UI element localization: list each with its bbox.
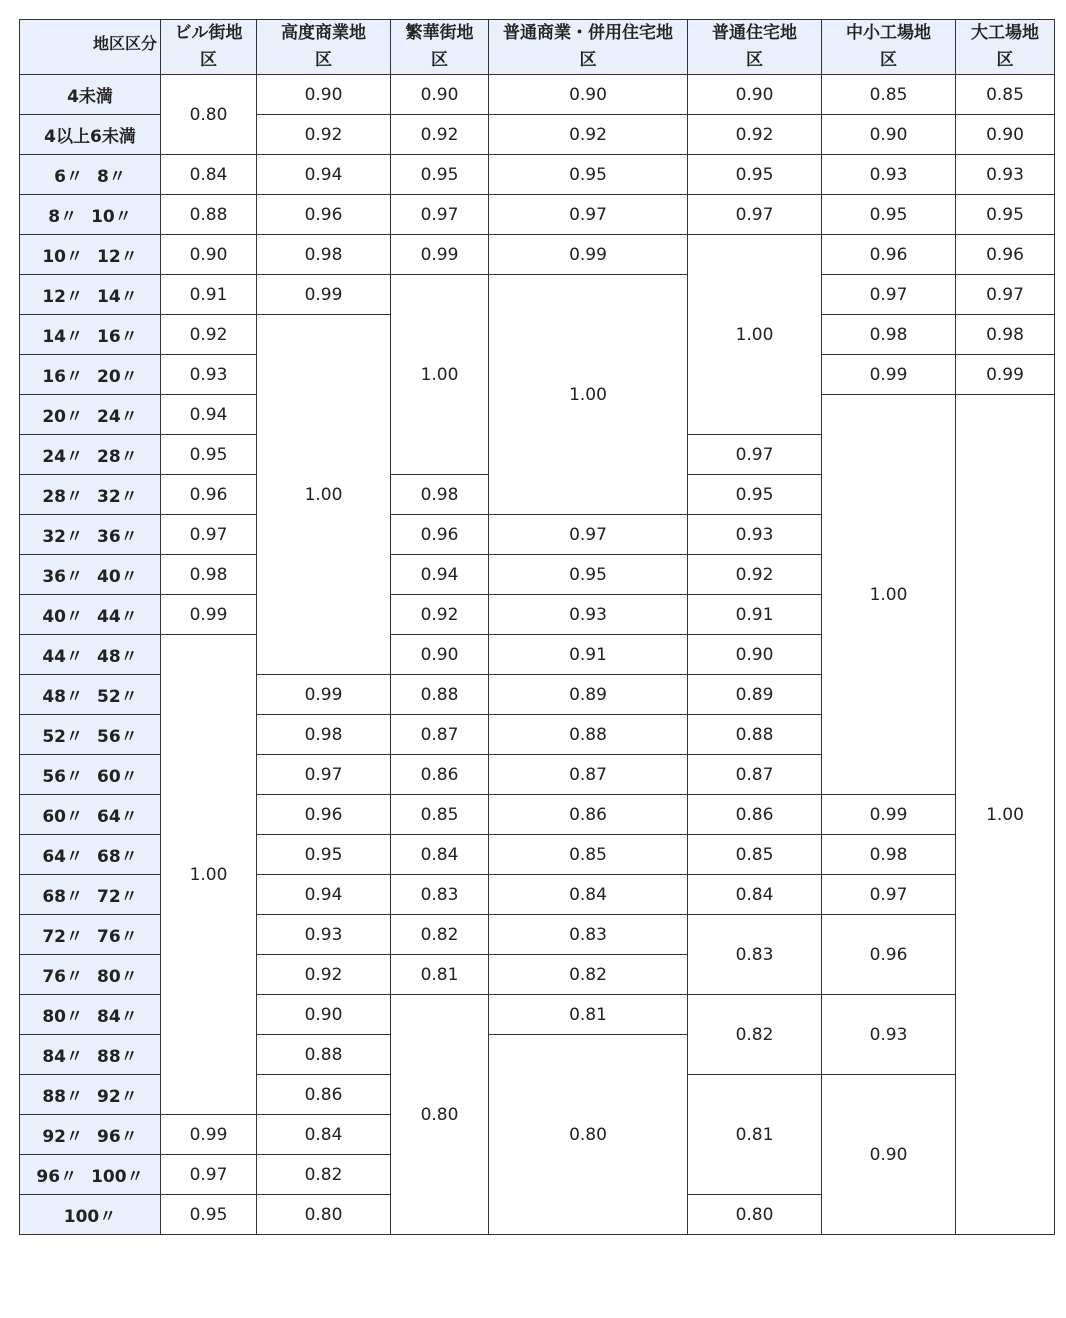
coefficient-cell: 0.90 — [956, 115, 1055, 155]
coefficient-cell: 0.94 — [161, 395, 257, 435]
column-header-line2: 区 — [579, 50, 597, 70]
coefficient-cell: 0.90 — [257, 995, 391, 1035]
depth-range-from: 76〃 — [42, 967, 83, 987]
depth-range-from: 56〃 — [42, 767, 83, 787]
coefficient-cell: 0.96 — [822, 915, 956, 995]
coefficient-cell: 0.95 — [257, 835, 391, 875]
coefficient-cell: 1.00 — [161, 635, 257, 1115]
coefficient-cell: 0.97 — [688, 435, 822, 475]
coefficient-cell: 0.93 — [822, 155, 956, 195]
coefficient-cell: 0.95 — [489, 155, 688, 195]
table-row — [20, 75, 1055, 115]
coefficient-cell: 0.90 — [822, 1075, 956, 1235]
depth-range-from: 24〃 — [42, 447, 83, 467]
column-header-line2: 区 — [200, 50, 217, 70]
coefficient-cell: 0.93 — [688, 515, 822, 555]
depth-range-cell — [20, 195, 161, 235]
coefficient-cell: 0.84 — [161, 155, 257, 195]
depth-range-cell — [20, 675, 161, 715]
depth-range-to: 8〃 — [97, 167, 126, 187]
depth-range-from: 20〃 — [42, 407, 83, 427]
depth-range-from: 6〃 — [54, 167, 83, 187]
coefficient-cell: 0.90 — [688, 635, 822, 675]
coefficient-cell: 0.92 — [688, 115, 822, 155]
coefficient-cell: 1.00 — [257, 315, 391, 675]
coefficient-cell: 0.85 — [391, 795, 489, 835]
depth-range-from: 96〃 — [36, 1167, 78, 1187]
coefficient-cell: 0.82 — [257, 1155, 391, 1195]
depth-range-from: 36〃 — [42, 567, 83, 587]
depth-range-to: 20〃 — [97, 367, 138, 387]
coefficient-cell: 0.97 — [489, 515, 688, 555]
depth-range-from: 4以上6未満 — [44, 127, 136, 147]
coefficient-cell: 0.81 — [391, 955, 489, 995]
coefficient-cell: 0.97 — [688, 195, 822, 235]
coefficient-cell: 0.97 — [822, 275, 956, 315]
coefficient-cell: 0.97 — [257, 755, 391, 795]
column-header-line1: 繁華街地 — [405, 23, 474, 43]
depth-range-to: 96〃 — [97, 1127, 138, 1147]
coefficient-cell: 0.88 — [391, 675, 489, 715]
coefficient-cell: 0.91 — [489, 635, 688, 675]
depth-range-from: 12〃 — [42, 287, 83, 307]
coefficient-cell: 0.92 — [688, 555, 822, 595]
coefficient-cell: 0.90 — [391, 635, 489, 675]
coefficient-cell: 0.86 — [391, 755, 489, 795]
coefficient-cell: 0.80 — [161, 75, 257, 155]
table-row — [20, 155, 1055, 195]
coefficient-cell: 0.93 — [822, 995, 956, 1075]
coefficient-cell: 0.85 — [688, 835, 822, 875]
coefficient-cell: 0.80 — [391, 995, 489, 1235]
header-row — [20, 20, 1055, 75]
coefficient-cell: 0.99 — [257, 675, 391, 715]
coefficient-cell: 0.96 — [257, 795, 391, 835]
coefficient-cell: 0.87 — [391, 715, 489, 755]
coefficient-cell: 0.97 — [489, 195, 688, 235]
coefficient-cell: 0.96 — [391, 515, 489, 555]
coefficient-cell: 0.84 — [257, 1115, 391, 1155]
column-header-line1: 大工場地 — [971, 23, 1039, 43]
coefficient-cell: 0.90 — [257, 75, 391, 115]
depth-range-cell — [20, 315, 161, 355]
table-body — [20, 75, 1055, 1235]
coefficient-cell: 0.95 — [956, 195, 1055, 235]
district-category-label: 地区区分 — [92, 34, 157, 53]
column-header-large-factory-district — [956, 20, 1055, 75]
depth-range-to: 72〃 — [97, 887, 138, 907]
column-header-general-residential-district — [688, 20, 822, 75]
column-header-high-commercial-district — [257, 20, 391, 75]
coefficient-cell: 0.96 — [257, 195, 391, 235]
coefficient-cell: 0.81 — [688, 1075, 822, 1195]
coefficient-cell: 0.82 — [489, 955, 688, 995]
depth-range-from: 100〃 — [63, 1207, 117, 1227]
column-header-line2: 区 — [746, 50, 763, 70]
column-header-line2: 区 — [431, 50, 448, 70]
coefficient-cell: 0.88 — [688, 715, 822, 755]
depth-range-cell — [20, 1035, 161, 1075]
depth-range-cell — [20, 435, 161, 475]
coefficient-cell: 0.83 — [489, 915, 688, 955]
table-row — [20, 275, 1055, 315]
depth-range-from: 32〃 — [42, 527, 83, 547]
coefficient-cell: 0.97 — [391, 195, 489, 235]
column-header-line1: 普通住宅地 — [712, 23, 797, 43]
coefficient-cell: 0.99 — [257, 275, 391, 315]
table-row — [20, 235, 1055, 275]
depth-range-from: 68〃 — [42, 887, 83, 907]
depth-range-from: 92〃 — [42, 1127, 83, 1147]
coefficient-cell: 0.99 — [489, 235, 688, 275]
depth-range-to: 68〃 — [97, 847, 138, 867]
coefficient-cell: 0.85 — [956, 75, 1055, 115]
coefficient-cell: 0.95 — [161, 435, 257, 475]
coefficient-cell: 0.88 — [489, 715, 688, 755]
depth-range-from: 80〃 — [42, 1007, 83, 1027]
coefficient-cell: 0.86 — [688, 795, 822, 835]
coefficient-cell: 0.99 — [391, 235, 489, 275]
coefficient-cell: 0.99 — [161, 595, 257, 635]
coefficient-cell: 0.90 — [391, 75, 489, 115]
depth-range-from: 88〃 — [42, 1087, 83, 1107]
depth-range-to: 76〃 — [97, 927, 138, 947]
depth-range-cell — [20, 1115, 161, 1155]
coefficient-cell: 0.88 — [257, 1035, 391, 1075]
coefficient-cell: 0.86 — [489, 795, 688, 835]
coefficient-cell: 0.89 — [688, 675, 822, 715]
coefficient-cell: 0.98 — [161, 555, 257, 595]
coefficient-cell: 1.00 — [391, 275, 489, 475]
depth-range-cell — [20, 355, 161, 395]
coefficient-cell: 0.93 — [489, 595, 688, 635]
depth-range-cell — [20, 1155, 161, 1195]
depth-range-from: 8〃 — [48, 207, 78, 227]
coefficient-cell: 0.98 — [257, 235, 391, 275]
depth-range-cell — [20, 395, 161, 435]
coefficient-cell: 0.90 — [822, 115, 956, 155]
coefficient-cell: 0.99 — [956, 355, 1055, 395]
coefficient-cell: 0.92 — [489, 115, 688, 155]
depth-range-from: 72〃 — [42, 927, 83, 947]
depth-range-to: 12〃 — [97, 247, 138, 267]
column-header-line2: 区 — [996, 50, 1014, 70]
depth-range-cell — [20, 635, 161, 675]
coefficient-cell: 0.94 — [257, 875, 391, 915]
depth-range-to: 88〃 — [97, 1047, 138, 1067]
depth-range-to: 56〃 — [97, 727, 138, 747]
coefficient-cell: 0.97 — [956, 275, 1055, 315]
depth-range-from: 64〃 — [42, 847, 83, 867]
depth-range-cell — [20, 555, 161, 595]
coefficient-cell: 0.95 — [161, 1195, 257, 1235]
coefficient-cell: 0.98 — [822, 835, 956, 875]
depth-range-from: 40〃 — [42, 607, 83, 627]
depth-range-to: 60〃 — [97, 767, 138, 787]
depth-range-to: 32〃 — [97, 487, 138, 507]
depth-range-cell — [20, 715, 161, 755]
coefficient-cell: 0.97 — [822, 875, 956, 915]
depth-range-to: 16〃 — [97, 327, 138, 347]
depth-range-to: 36〃 — [97, 527, 138, 547]
coefficient-cell: 0.98 — [391, 475, 489, 515]
depth-range-to: 52〃 — [97, 687, 138, 707]
depth-range-to: 48〃 — [97, 647, 138, 667]
coefficient-cell: 0.93 — [956, 155, 1055, 195]
depth-range-cell — [20, 595, 161, 635]
coefficient-cell: 0.85 — [822, 75, 956, 115]
column-header-general-commercial-district — [489, 20, 688, 75]
coefficient-cell: 0.98 — [257, 715, 391, 755]
coefficient-cell: 0.86 — [257, 1075, 391, 1115]
coefficient-cell: 0.92 — [391, 595, 489, 635]
coefficient-cell: 1.00 — [688, 235, 822, 435]
column-header-line1: 高度商業地 — [281, 23, 366, 43]
coefficient-cell: 0.87 — [489, 755, 688, 795]
column-header-building-district — [161, 20, 257, 75]
column-header-line1: 中小工場地 — [846, 23, 931, 43]
coefficient-cell: 0.99 — [822, 795, 956, 835]
depth-range-to: 24〃 — [97, 407, 138, 427]
coefficient-cell: 0.94 — [391, 555, 489, 595]
coefficient-cell: 0.95 — [822, 195, 956, 235]
coefficient-cell: 0.92 — [257, 955, 391, 995]
coefficient-cell: 0.93 — [257, 915, 391, 955]
depth-range-cell — [20, 795, 161, 835]
coefficient-cell: 0.80 — [688, 1195, 822, 1235]
coefficient-cell: 0.85 — [489, 835, 688, 875]
coefficient-cell: 0.84 — [391, 835, 489, 875]
coefficient-cell: 1.00 — [822, 395, 956, 795]
depth-range-to: 100〃 — [91, 1167, 144, 1187]
depth-range-from: 16〃 — [42, 367, 83, 387]
table-row — [20, 195, 1055, 235]
coefficient-cell: 0.95 — [688, 155, 822, 195]
column-header-busy-street-district — [391, 20, 489, 75]
depth-range-to: 44〃 — [97, 607, 138, 627]
coefficient-cell: 0.97 — [161, 515, 257, 555]
coefficient-cell: 0.83 — [688, 915, 822, 995]
coefficient-cell: 0.80 — [489, 1035, 688, 1235]
coefficient-cell: 0.95 — [489, 555, 688, 595]
coefficient-cell: 0.91 — [161, 275, 257, 315]
coefficient-cell: 0.89 — [489, 675, 688, 715]
depth-range-cell — [20, 275, 161, 315]
coefficient-cell: 0.83 — [391, 875, 489, 915]
coefficient-cell: 0.97 — [161, 1155, 257, 1195]
coefficient-cell: 0.92 — [391, 115, 489, 155]
coefficient-cell: 0.90 — [688, 75, 822, 115]
depth-range-to: 84〃 — [97, 1007, 138, 1027]
coefficient-cell: 0.95 — [688, 475, 822, 515]
depth-range-cell — [20, 515, 161, 555]
coefficient-cell: 0.81 — [489, 995, 688, 1035]
depth-range-to: 28〃 — [97, 447, 138, 467]
coefficient-cell: 0.82 — [688, 995, 822, 1075]
depth-range-from: 10〃 — [42, 247, 83, 267]
coefficient-cell: 0.88 — [161, 195, 257, 235]
coefficient-cell: 0.99 — [161, 1115, 257, 1155]
depth-range-from: 4未満 — [67, 87, 113, 107]
coefficient-cell: 0.84 — [688, 875, 822, 915]
coefficient-cell: 0.96 — [822, 235, 956, 275]
depth-range-to: 64〃 — [97, 807, 138, 827]
depth-range-cell — [20, 835, 161, 875]
depth-range-cell — [20, 475, 161, 515]
depth-range-cell — [20, 155, 161, 195]
coefficient-cell: 0.84 — [489, 875, 688, 915]
depth-range-cell — [20, 235, 161, 275]
coefficient-cell: 0.82 — [391, 915, 489, 955]
depth-range-to: 14〃 — [97, 287, 138, 307]
depth-range-from: 44〃 — [42, 647, 83, 667]
depth-range-cell — [20, 915, 161, 955]
depth-range-cell — [20, 875, 161, 915]
depth-range-from: 84〃 — [42, 1047, 83, 1067]
coefficient-cell: 0.87 — [688, 755, 822, 795]
coefficient-cell: 0.91 — [688, 595, 822, 635]
column-header-line1: ビル街地 — [174, 23, 243, 43]
depth-range-cell — [20, 1075, 161, 1115]
depth-range-from: 14〃 — [42, 327, 83, 347]
coefficient-cell: 0.94 — [257, 155, 391, 195]
column-header-small-factory-district — [822, 20, 956, 75]
column-header-line1: 普通商業・併用住宅地 — [503, 23, 673, 43]
depth-range-cell — [20, 995, 161, 1035]
depth-range-cell — [20, 75, 161, 115]
coefficient-cell: 0.90 — [489, 75, 688, 115]
depth-range-from: 60〃 — [42, 807, 83, 827]
depth-range-cell — [20, 115, 161, 155]
column-header-line2: 区 — [315, 50, 332, 70]
corner-header-cell — [20, 20, 161, 75]
coefficient-cell: 0.92 — [161, 315, 257, 355]
coefficient-cell: 0.90 — [161, 235, 257, 275]
depth-range-from: 48〃 — [42, 687, 83, 707]
depth-range-from: 52〃 — [42, 727, 83, 747]
depth-range-cell — [20, 755, 161, 795]
coefficient-cell: 1.00 — [489, 275, 688, 515]
coefficient-cell: 0.96 — [161, 475, 257, 515]
depth-range-from: 28〃 — [42, 487, 83, 507]
coefficient-cell: 0.92 — [257, 115, 391, 155]
coefficient-cell: 1.00 — [956, 395, 1055, 1235]
depth-range-to: 80〃 — [97, 967, 138, 987]
column-header-line2: 区 — [880, 50, 897, 70]
depth-range-to: 92〃 — [97, 1087, 138, 1107]
coefficient-cell: 0.95 — [391, 155, 489, 195]
depth-range-to: 40〃 — [97, 567, 138, 587]
coefficient-cell: 0.98 — [956, 315, 1055, 355]
coefficient-cell: 0.98 — [822, 315, 956, 355]
depth-range-cell — [20, 955, 161, 995]
depth-adjustment-table — [19, 19, 1055, 1235]
coefficient-cell: 0.96 — [956, 235, 1055, 275]
depth-range-to: 10〃 — [91, 207, 132, 227]
coefficient-cell: 0.99 — [822, 355, 956, 395]
coefficient-cell: 0.93 — [161, 355, 257, 395]
coefficient-cell: 0.80 — [257, 1195, 391, 1235]
depth-range-cell — [20, 1195, 161, 1235]
